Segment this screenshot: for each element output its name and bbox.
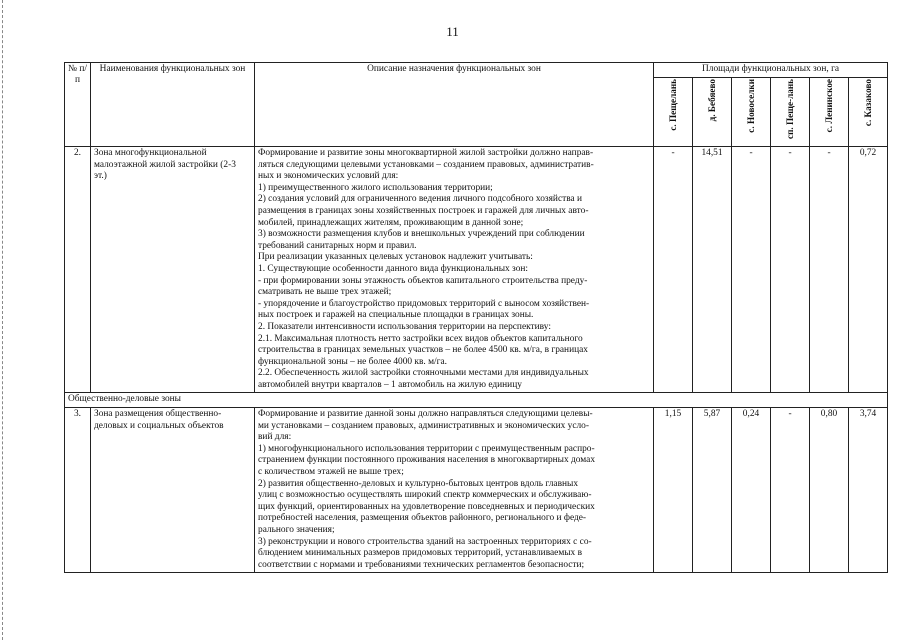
description-line: - упорядочение и благоустройство придомовых территорий с выносом хозяйствен- (258, 298, 590, 309)
header-area-label: с. Ленинское (824, 79, 834, 133)
header-area-label: с. Казаково (863, 79, 874, 127)
description-line: функциональной зоны – не более 4000 кв. м/га. (258, 356, 447, 367)
section-title: Общественно-деловые зоны (65, 393, 888, 408)
header-area-label: д. Бебяево (707, 79, 717, 122)
area-value: 0,24 (732, 408, 771, 573)
row-number: 3. (65, 408, 91, 573)
header-number: № п/п (65, 63, 91, 147)
header-area-label: с. Пещелань (668, 79, 678, 131)
header-area-col (654, 78, 693, 147)
header-area-label: сп. Пеще-лань (785, 79, 795, 139)
area-value: 0,80 (810, 408, 849, 573)
description-line: мобилей, принадлежащих жителям, проживающим в данной зоне; (258, 217, 524, 228)
description-line: потребностей населения, размещения объектов районного, регионального и феде- (258, 513, 587, 524)
description-line: размещения в границах зоны хозяйственных построек и гаражей для личных авто- (258, 205, 589, 216)
zone-description (255, 408, 654, 573)
area-value: 5,87 (693, 408, 732, 573)
description-line: При реализации указанных целевых установок надлежит учитывать: (258, 252, 533, 263)
description-line: 2) развития общественно-деловых и культурно-бытовых центров вдоль главных (258, 478, 579, 489)
zone-name: Зона многофункциональной малоэтажной жилой застройки (2-3 эт.) (91, 147, 255, 393)
description-line: 1) преимущественного жилого использования территории; (258, 182, 493, 193)
header-area-col (771, 78, 810, 147)
page-edge-rule (2, 0, 3, 640)
header-area-col (732, 78, 771, 147)
description-line: 2.1. Максимальная плотность нетто застройки всех видов объектов капитального (258, 333, 583, 344)
area-value: 14,51 (693, 147, 732, 393)
header-description: Описание назначения функциональных зон (255, 63, 654, 147)
description-line: сматривать не выше трех этажей; (258, 287, 392, 298)
area-value: - (771, 147, 810, 393)
description-line: автомобилей внутри кварталов – 1 автомобиль на жилую единицу (258, 379, 522, 390)
description-line: Формирование и развитие данной зоны должно направляться следующими целевы- (258, 409, 593, 420)
header-area-col (810, 78, 849, 147)
area-value: 3,74 (849, 408, 888, 573)
description-line: соответствии с нормами и требованиями технических регламентов безопасности; (258, 559, 585, 570)
description-line: вий для: (258, 432, 292, 443)
description-line: 1. Существующие особенности данного вида функциональных зон: (258, 263, 528, 274)
header-area-col (849, 78, 888, 147)
description-line: ляться следующими целевыми установками – созданием правовых, административ- (258, 159, 594, 170)
table-row (65, 408, 888, 573)
description-line: 2) создания условий для ограниченного ведения личного подсобного хозяйства и (258, 194, 583, 205)
description-line: ми установками – созданием правовых, административных и экономических усло- (258, 420, 589, 431)
header-area-col (693, 78, 732, 147)
zone-name: Зона размещения общественно-деловых и социальных объектов (91, 408, 255, 573)
description-line: ных построек и гаражей на специальные площадки в границах зоны. (258, 310, 534, 321)
header-areas-group: Площади функциональных зон, га (654, 63, 888, 78)
description-line: требований санитарных норм и правил. (258, 240, 417, 251)
description-line: 1) многофункционального использования территории с преимущественным распро- (258, 443, 595, 454)
area-value: - (810, 147, 849, 393)
description-line: рального значения; (258, 525, 335, 535)
functional-zones-table (64, 62, 888, 573)
zone-description (255, 147, 654, 393)
header-area-label: с. Новоселки (746, 79, 756, 133)
description-line: 3) реконструкции и нового строительства зданий на застроенных территориях с со- (258, 536, 592, 547)
description-line: 2. Показатели интенсивности использования территории на перспективу: (258, 321, 551, 332)
table-row (65, 147, 888, 393)
description-line: Формирование и развитие зоны многоквартирной жилой застройки должно направ- (258, 148, 594, 158)
page-number: 11 (446, 24, 459, 39)
area-value: 1,15 (654, 408, 693, 573)
description-line: с количеством этажей не выше трех; (258, 467, 404, 478)
description-line: строительства в границах земельных участков – не более 4500 кв. м/га, в границах (258, 345, 588, 356)
area-value: - (654, 147, 693, 393)
area-value: - (771, 408, 810, 573)
description-line: странением функции постоянного проживания населения в многоквартирных домах (258, 455, 596, 466)
area-value: 0,72 (849, 147, 888, 393)
description-line: щих функций, ориентированных на удовлетворение повседневных и периодических (258, 501, 595, 512)
description-line: ных и экономических условий для: (258, 171, 399, 182)
header-zone-name: Наименования функциональных зон (91, 63, 255, 147)
area-value: - (732, 147, 771, 393)
description-line: 2.2. Обеспеченность жилой застройки стояночными местами для индивидуальных (258, 368, 589, 379)
row-number: 2. (65, 147, 91, 393)
description-line: блюдением минимальных размеров придомовых территорий, устанавливаемых в (258, 548, 583, 559)
section-row (65, 393, 888, 408)
description-line: улиц с возможностью осуществлять широкий спектр коммерческих и обслуживаю- (258, 490, 592, 501)
description-line: - при формировании зоны этажность объектов капитального строительства преду- (258, 275, 588, 286)
description-line: 3) возможности размещения клубов и внешкольных учреждений при соблюдении (258, 229, 585, 240)
